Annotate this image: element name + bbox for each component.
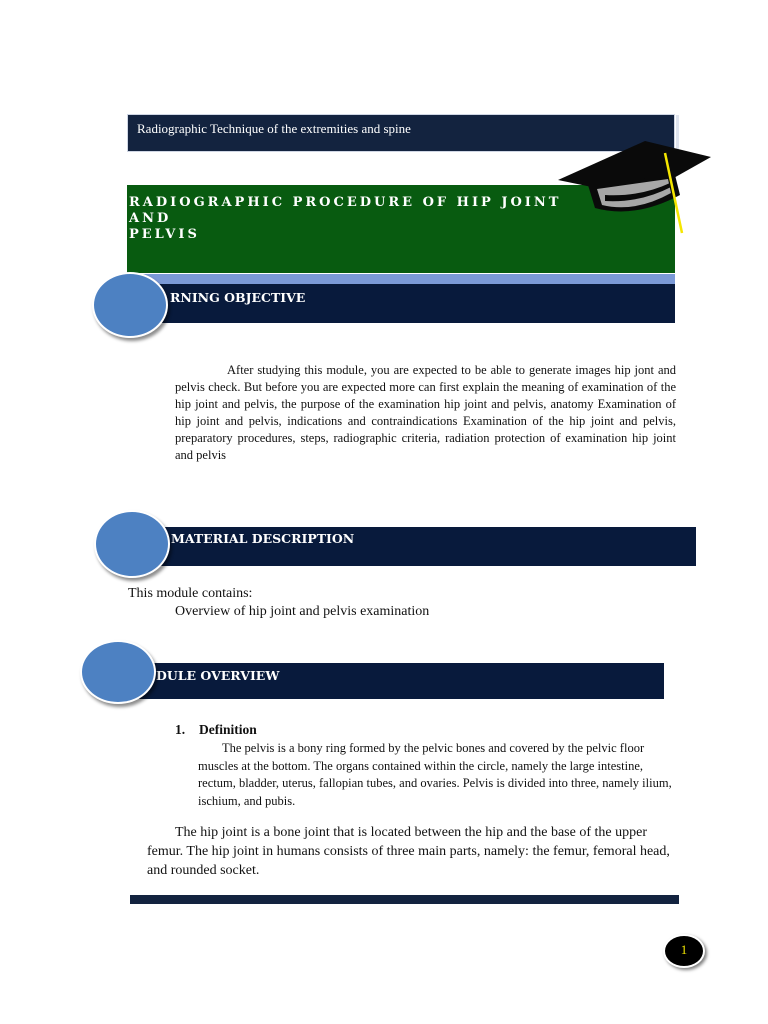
module-title-line2: PELVIS [129,227,200,242]
module-contains-item: Overview of hip joint and pelvis examination [175,604,430,619]
footer-bar [130,895,679,904]
section-circle-overview [80,640,156,704]
graduation-cap-icon [555,135,715,240]
material-description-heading: MATERIAL DESCRIPTION [171,531,355,546]
learning-objective-heading: RNING OBJECTIVE [170,290,306,305]
learning-objective-bar [127,284,675,323]
definition-text: The pelvis is a bony ring formed by the pelvic bones and covered by the pelvic floor muscles at the bottom. The organs contained within the circle, namely the large intestine, rectum, bladder, uterus, fallopian tubes, and ovaries. Pelvis is divided into three, namely ilium, ischium, and pubis. [198,741,672,808]
learning-objective-paragraph [175,362,676,464]
course-title: Radiographic Technique of the extremities and spine [137,121,411,136]
module-overview-heading: DULE OVERVIEW [156,668,280,683]
learning-objective-text: After studying this module, you are expected to be able to generate images hip jont and pelvis check. But before you are expected more can first explain the meaning of examination of the hip joint and pelvis, the purpose of the examination hip joint and pelvis, anatomy Examination of hip joint and pelvis, indications and contraindications Examination of the hip joint and pelvis, preparatory procedures, steps, radiographic criteria, radiation protection of examination hip joint and pelvis [175,363,676,462]
page-number: 1 [680,942,688,957]
material-description-bar [127,527,696,566]
module-title [129,195,599,243]
section-circle-learning [92,272,168,338]
module-contains-label: This module contains: [128,586,253,601]
title-stripe [127,274,675,284]
definition-heading [175,722,257,738]
module-title-line1: RADIOGRAPHIC PROCEDURE OF HIP JOINT AND [129,195,562,226]
module-overview-bar [127,663,664,699]
section-circle-material [94,510,170,578]
definition-paragraph [198,740,673,810]
definition-number: 1. [175,722,186,737]
page-number-badge [663,934,705,968]
definition-title: Definition [199,722,257,737]
hip-joint-paragraph [147,823,682,880]
hip-joint-text: The hip joint is a bone joint that is located between the hip and the base of the upper femur. The hip joint in humans consists of three main parts, namely: the femur, femoral head, and rounded socket. [147,825,670,878]
